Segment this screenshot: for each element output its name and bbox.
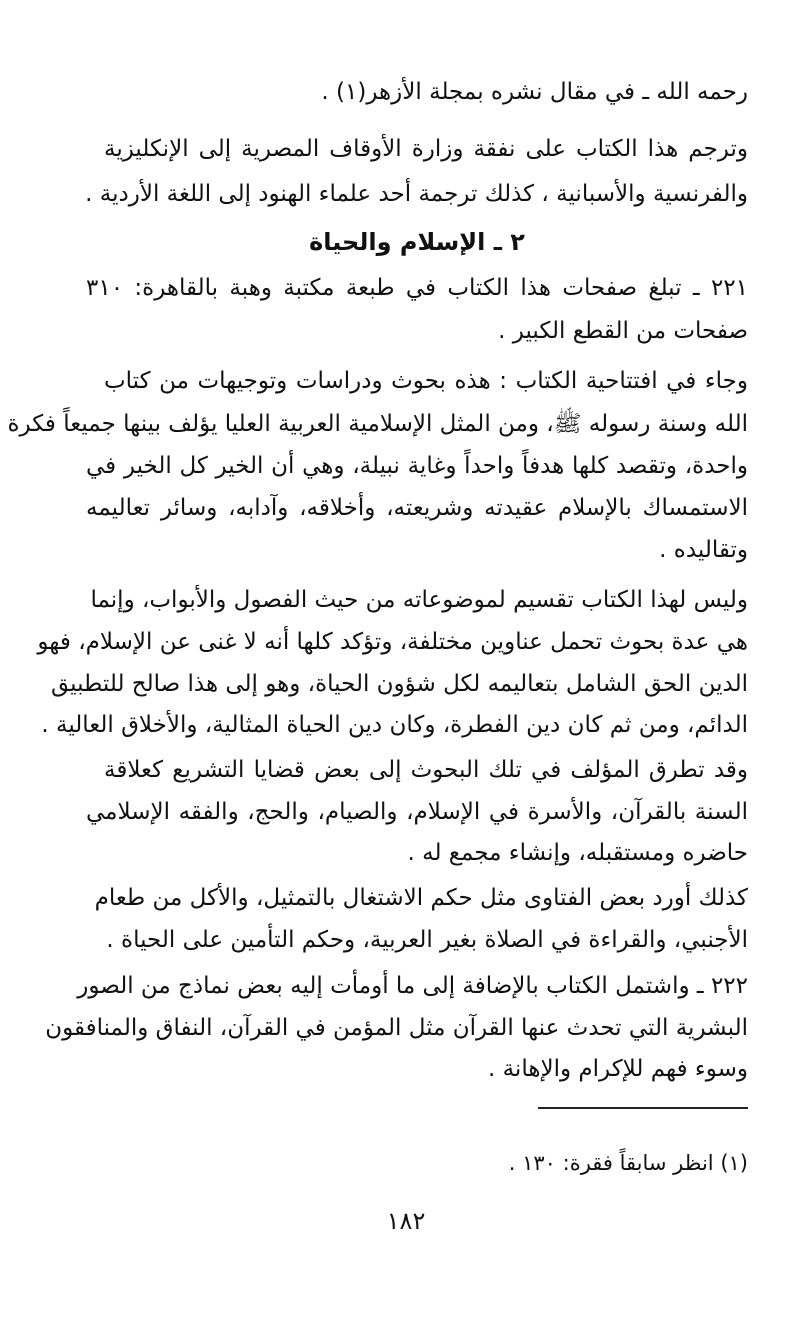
- text-line-2: وترجم هذا الكتاب على نفقة وزارة الأوقاف المصرية إلى الإنكليزية: [104, 136, 748, 162]
- text-line-13: الدين الحق الشامل بتعاليمه لكل شؤون الحياة، وهو إلى هذا صالح للتطبيق: [50, 671, 748, 697]
- text-line-17: حاضره ومستقبله، وإنشاء مجمع له .: [407, 840, 748, 866]
- text-line-21: البشرية التي تحدث عنها القرآن مثل المؤمن في القرآن، النفاق والمنافقون: [45, 1015, 748, 1041]
- text-line-11: وليس لهذا الكتاب تقسيم لموضوعاته من حيث الفصول والأبواب، وإنما: [90, 587, 748, 613]
- text-line-14: الدائم، ومن ثم كان دين الفطرة، وكان دين الحياة المثالية، والأخلاق العالية .: [41, 712, 748, 738]
- text-line-19: الأجنبي، والقراءة في الصلاة بغير العربية، وحكم التأمين على الحياة .: [106, 927, 748, 953]
- page-number: ١٨٢: [386, 1207, 426, 1235]
- text-line-12: هي عدة بحوث تحمل عناوين مختلفة، وتؤكد كلها أنه لا غنى عن الإسلام، فهو: [37, 629, 748, 655]
- text-line-1: رحمه الله ـ في مقال نشره بمجلة الأزهر(١) .: [321, 79, 748, 105]
- text-line-3: والفرنسية والأسبانية ، كذلك ترجمة أحد علماء الهنود إلى اللغة الأردية .: [85, 181, 748, 207]
- text-line-7: الله وسنة رسوله ﷺ، ومن المثل الإسلامية العربية العليا يؤلف بينها جميعاً فكرة: [7, 411, 748, 437]
- text-line-22: وسوء فهم للإكرام والإهانة .: [487, 1056, 748, 1082]
- text-line-8: واحدة، وتقصد كلها هدفاً واحداً وغاية نبيلة، وهي أن الخير كل الخير في: [86, 453, 748, 479]
- text-line-9: الاستمساك بالإسلام عقيدته وشريعته، وأخلاقه، وآدابه، وسائر تعاليمه: [86, 495, 748, 521]
- section-heading: ٢ ـ الإسلام والحياة: [309, 228, 525, 256]
- text-line-16: السنة بالقرآن، والأسرة في الإسلام، والصيام، والحج، والفقه الإسلامي: [86, 799, 748, 825]
- footnote: (١) انظر سابقاً فقرة: ١٣٠ .: [508, 1151, 748, 1175]
- text-line-10: وتقاليده .: [659, 537, 748, 563]
- text-line-5: صفحات من القطع الكبير .: [498, 318, 748, 344]
- text-line-4: ٢٢١ ـ تبلغ صفحات هذا الكتاب في طبعة مكتبة وهبة بالقاهرة: ٣١٠: [86, 275, 748, 301]
- text-line-20: ٢٢٢ ـ واشتمل الكتاب بالإضافة إلى ما أومأت إليه بعض نماذج من الصور: [77, 973, 748, 999]
- text-line-18: كذلك أورد بعض الفتاوى مثل حكم الاشتغال بالتمثيل، والأكل من طعام: [94, 885, 748, 911]
- footnote-separator: [538, 1107, 748, 1109]
- text-line-15: وقد تطرق المؤلف في تلك البحوث إلى بعض قضايا التشريع كعلاقة: [104, 757, 748, 783]
- text-line-6: وجاء في افتتاحية الكتاب : هذه بحوث ودراسات وتوجيهات من كتاب: [104, 368, 748, 394]
